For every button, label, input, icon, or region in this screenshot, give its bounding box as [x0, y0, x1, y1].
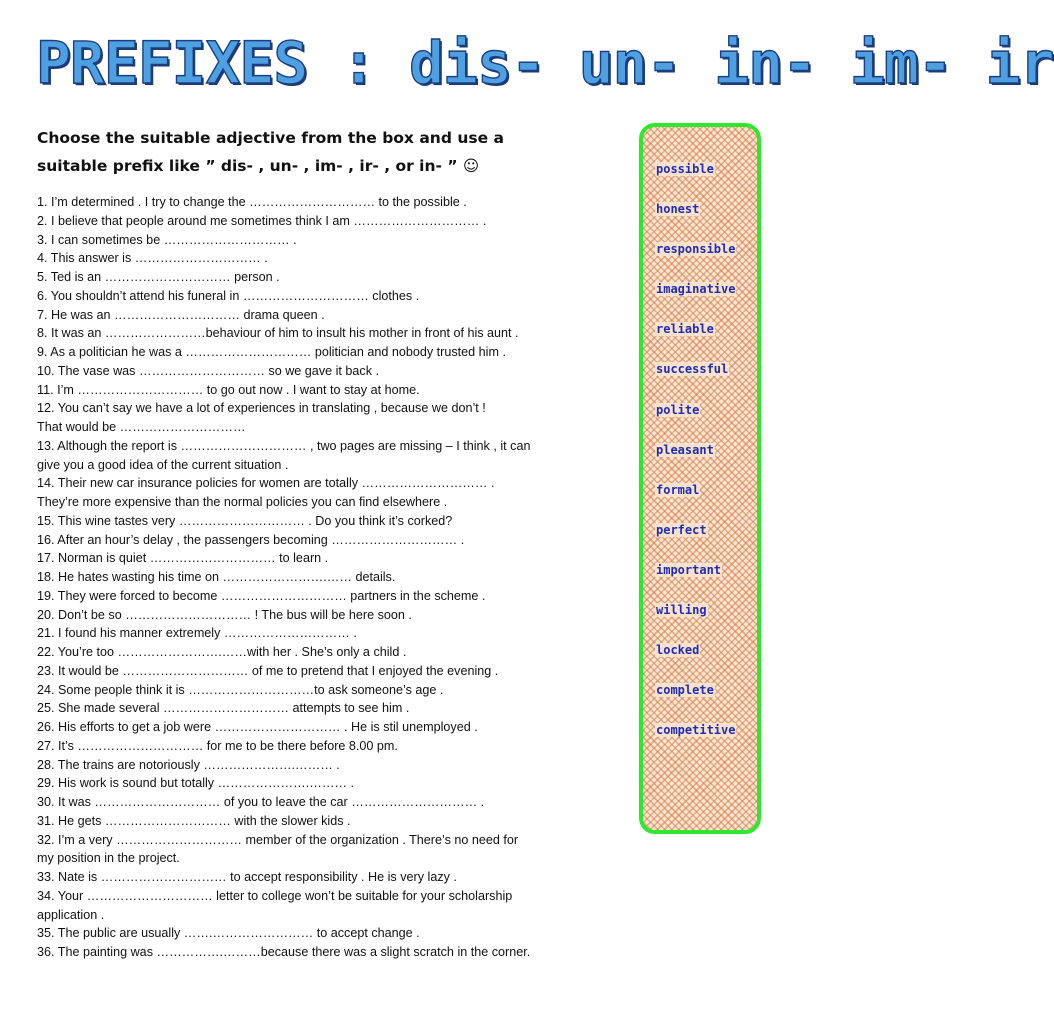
- question-line: 5. Ted is an ………………………… person .: [37, 270, 280, 284]
- question-line: 4. This answer is ………………………… .: [37, 251, 268, 266]
- question-line: 9. As a politician he was a ………………………… politician and nobody trusted him .: [37, 345, 506, 359]
- word-box-word: locked: [656, 643, 700, 658]
- question-line: 11. I’m ………………………… to go out now . I want to stay at home.: [37, 382, 420, 397]
- word-box-item: [655, 642, 736, 682]
- worksheet-title: PREFIXES : dis- un- in- im- ir: [36, 29, 1054, 97]
- question-line: 13. Although the report is ………………………… , two pages are missing – I think , it can: [37, 438, 531, 453]
- word-box-item: [655, 361, 736, 401]
- question-line: 12. You can’t say we have a lot of experiences in translating , because we don’t !: [37, 401, 486, 416]
- word-box-item: [655, 321, 736, 361]
- question-line: 21. I found his manner extremely ………………………… .: [37, 626, 357, 641]
- word-box-item: [655, 562, 736, 602]
- question-list: [37, 193, 597, 962]
- word-box-item: [655, 442, 736, 482]
- word-box-word: responsible: [656, 242, 736, 257]
- word-box-word: competitive: [656, 723, 736, 738]
- question-line: 15. This wine tastes very ………………………… . Do you think it’s corked?: [37, 513, 453, 528]
- word-box-item: [655, 201, 736, 241]
- question-line: 6. You shouldn’t attend his funeral in ………………………… clothes .: [37, 288, 420, 303]
- word-box-word: possible: [656, 162, 714, 176]
- instructions: [37, 124, 597, 180]
- question-line: 16. After an hour’s delay , the passengers becoming ………………………… .: [37, 532, 465, 547]
- question-line: give you a good idea of the current situation .: [37, 457, 289, 472]
- word-box-word: reliable: [656, 322, 714, 337]
- question-line: 3. I can sometimes be ………………………… .: [37, 232, 297, 247]
- word-box-word: formal: [656, 482, 700, 497]
- question-line: 29. His work is sound but totally ………………….……… .: [37, 776, 355, 791]
- word-box-word: successful: [656, 362, 729, 377]
- word-box-word: honest: [656, 202, 700, 217]
- question-line: 24. Some people think it is …………………………to ask someone’s age .: [37, 682, 444, 697]
- question-line: 27. It’s ………………………… for me to be there before 8.00 pm.: [37, 738, 398, 753]
- question-line: 26. His efforts to get a job were ………………………… . He is stil unemployed .: [37, 720, 478, 734]
- question-line: 32. I’m a very ………………………… member of the organization . There’s no need for: [37, 832, 519, 847]
- question-line: 31. He gets ………………………… with the slower kids .: [37, 813, 351, 828]
- word-box-item: [655, 241, 736, 281]
- word-box-word: willing: [656, 603, 707, 618]
- question-line: 28. The trains are notoriously ………………….……… .: [37, 757, 340, 772]
- word-box-word: important: [656, 562, 722, 577]
- word-box-item: [655, 522, 736, 562]
- word-box-word: imaginative: [656, 282, 736, 297]
- question-line: 18. He hates wasting his time on …………………….…… details.: [37, 570, 396, 584]
- question-line: 10. The vase was ………………………… so we gave it back .: [37, 363, 380, 378]
- instructions-line-2: suitable prefix like ” dis- , un- , im- , ir- , or in- ” ☺: [37, 157, 480, 175]
- question-line: 14. Their new car insurance policies for women are totally ………………………… .: [37, 476, 495, 491]
- word-box-item: [655, 281, 736, 321]
- word-box-word: polite: [656, 402, 700, 417]
- word-box-item: [655, 602, 736, 642]
- word-box-item: [655, 402, 736, 442]
- word-box-word: perfect: [656, 522, 707, 537]
- question-line: 17. Norman is quiet ………………………… to learn .: [37, 551, 329, 566]
- word-box-word: complete: [656, 683, 714, 698]
- instructions-line-1: Choose the suitable adjective from the box and use a: [37, 129, 504, 147]
- question-line: 30. It was ………………………… of you to leave the car ………………………… .: [37, 795, 485, 809]
- question-line: application .: [37, 907, 105, 922]
- question-line: 34. Your ………………………… letter to college won’t be suitable for your scholarship: [37, 888, 513, 903]
- question-line: They’re more expensive than the normal policies you can find elsewhere .: [37, 495, 448, 509]
- question-line: 36. The painting was …………….………because there was a slight scratch in the corner.: [37, 945, 531, 959]
- word-box-word: pleasant: [656, 442, 714, 457]
- question-line: 7. He was an ………………………… drama queen .: [37, 307, 325, 322]
- question-line: 22. You’re too …………………….……with her . She’s only a child .: [37, 645, 407, 659]
- word-list: [655, 161, 736, 762]
- question-line: 2. I believe that people around me sometimes think I am ………………………… .: [37, 213, 487, 228]
- question-line: 19. They were forced to become ………………………… partners in the scheme .: [37, 588, 486, 603]
- question-line: 35. The public are usually …….…………………… to accept change .: [37, 926, 420, 941]
- question-line: my position in the project.: [37, 851, 180, 866]
- question-line: 33. Nate is ………………………… to accept responsibility . He is very lazy .: [37, 870, 457, 884]
- word-box-item: [655, 161, 736, 201]
- question-line: That would be …………………………: [37, 420, 246, 434]
- question-line: 20. Don’t be so ………………………… ! The bus will be here soon .: [37, 607, 412, 622]
- word-box-item: [655, 482, 736, 522]
- word-box-item: [655, 722, 736, 762]
- question-line: 1. I’m determined . I try to change the ………………………… to the possible .: [37, 195, 467, 209]
- word-box: [639, 123, 761, 834]
- question-line: 23. It would be ………………………… of me to pretend that I enjoyed the evening .: [37, 663, 499, 678]
- word-box-item: [655, 682, 736, 722]
- question-line: 8. It was an ……………………behaviour of him to insult his mother in front of his aunt .: [37, 326, 519, 341]
- question-line: 25. She made several ………………………… attempts to see him .: [37, 701, 410, 716]
